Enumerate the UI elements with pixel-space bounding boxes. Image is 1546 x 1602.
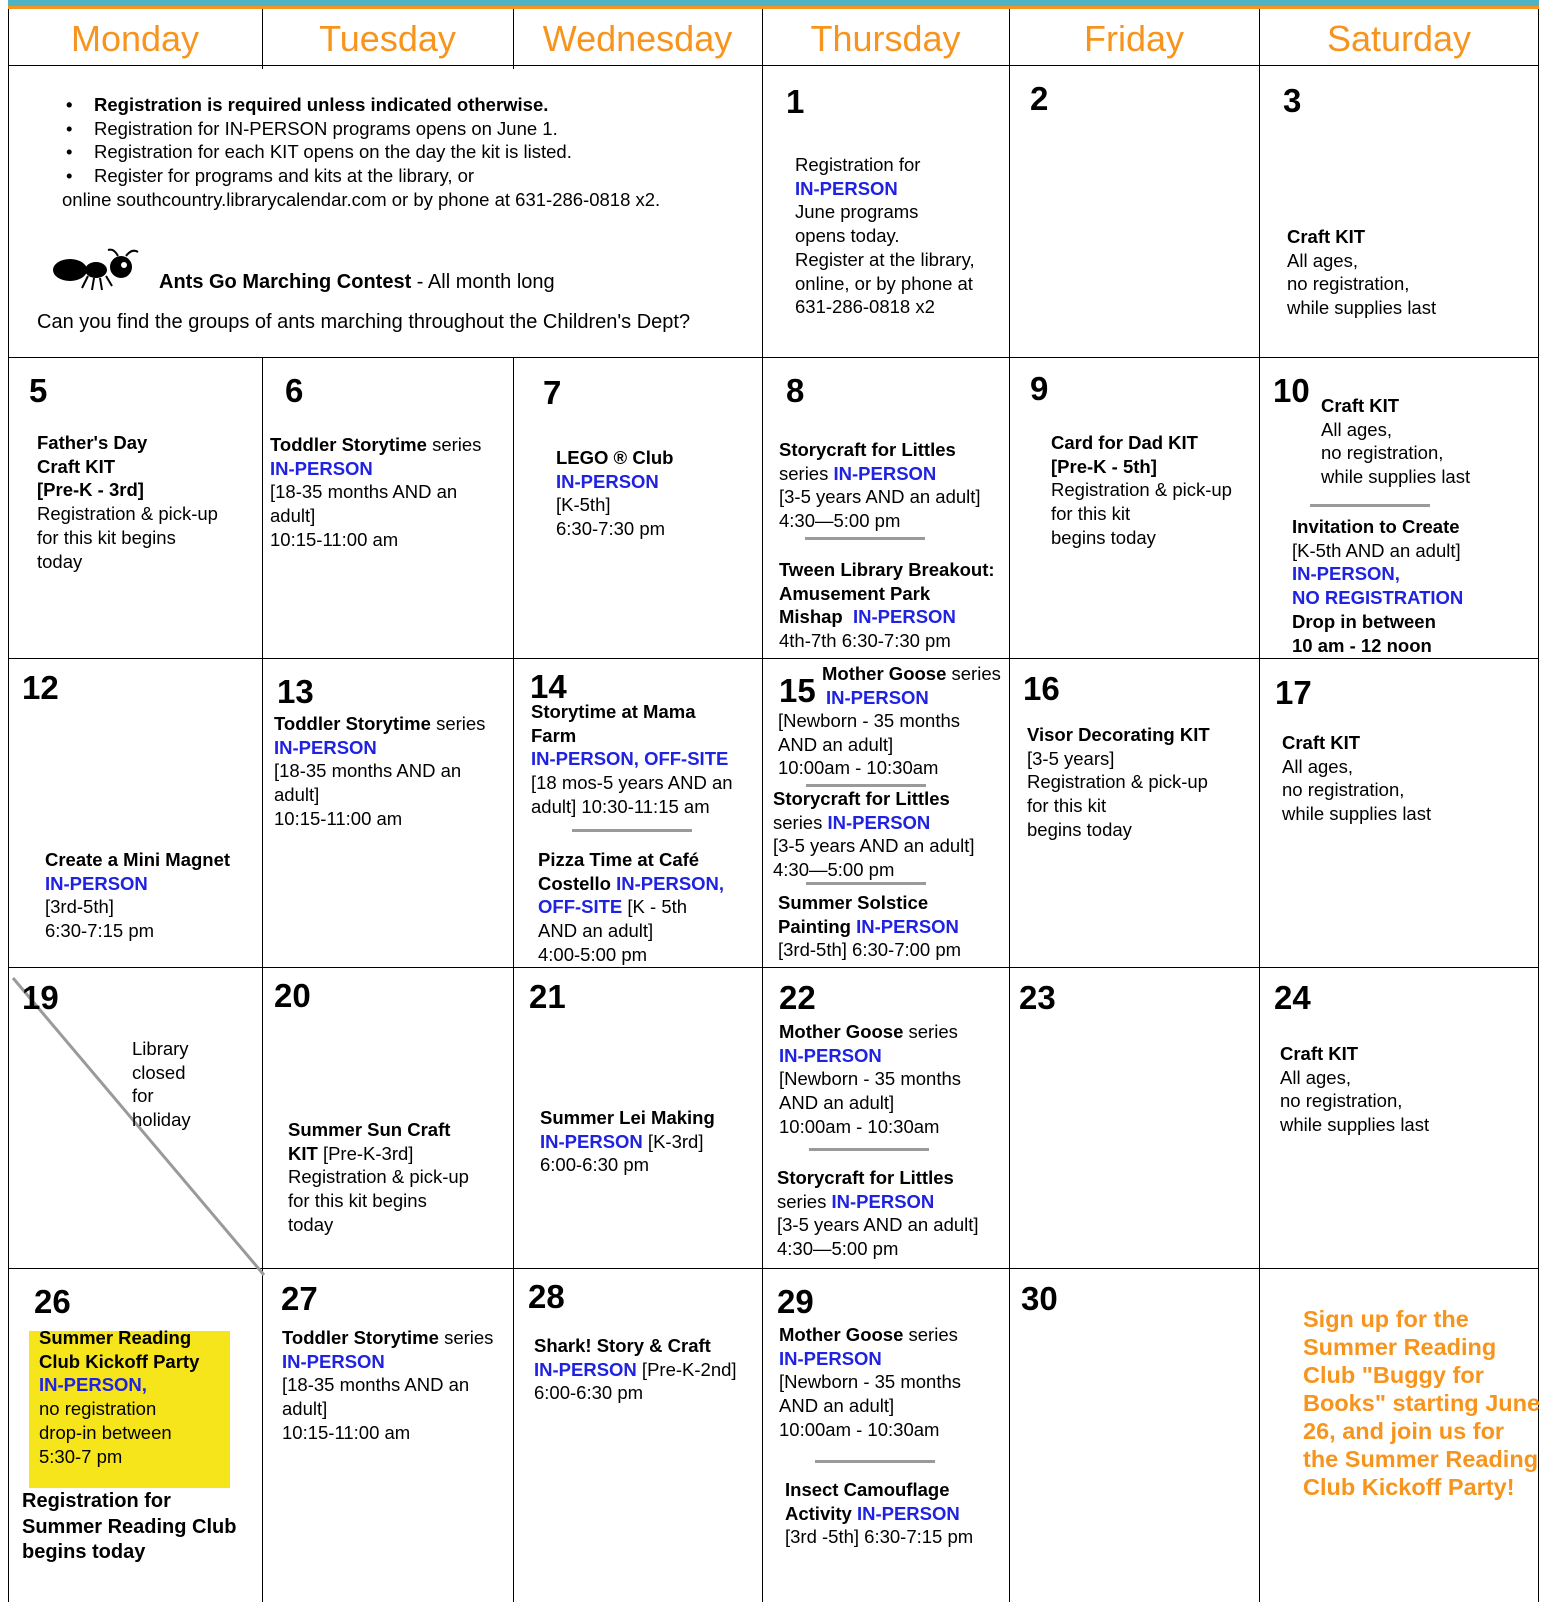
event-separator — [815, 1460, 935, 1463]
date-7: 7 — [543, 374, 562, 411]
date-22: 22 — [779, 979, 816, 1016]
note-item: • Register for programs and kits at the library, or — [62, 164, 660, 188]
date-26: 26 — [34, 1283, 71, 1320]
event-line: for this kit — [1027, 795, 1107, 817]
summer-reading-promo: Sign up for the Summer Reading Club "Buggy for Books" starting June 26, and join us for the Summer Reading Club Kickoff Party! — [1303, 1306, 1541, 1500]
in-person-label: IN-PERSON — [45, 872, 148, 894]
in-person-label: IN-PERSON — [833, 462, 937, 484]
note-item-continued: online southcountry.librarycalendar.com or by phone at 631-286-0818 x2. — [62, 188, 661, 210]
event-line: Drop in between — [1292, 610, 1436, 632]
event-line: Registration & pick-up — [288, 1166, 469, 1188]
event-title: Toddler Storytime — [282, 1327, 439, 1348]
date-30: 30 — [1021, 1280, 1058, 1317]
grid-line — [1259, 9, 1260, 1602]
event-line: while supplies last — [1280, 1114, 1430, 1136]
event-line: June programs — [795, 201, 919, 223]
event-line: series — [773, 811, 828, 833]
grid-line — [513, 357, 514, 1602]
grid-line — [8, 357, 1539, 358]
event-line: begins today — [1051, 526, 1156, 548]
event-thu-8-b — [779, 558, 995, 653]
event-mon-5 — [37, 431, 218, 573]
event-line: 10 am - 12 noon — [1292, 634, 1432, 656]
header-saturday: Saturday — [1326, 17, 1472, 59]
event-line: no registration, — [1280, 1090, 1403, 1112]
event-line: series — [779, 462, 834, 484]
event-line: [3rd -5th] 6:30-7:15 pm — [785, 1526, 974, 1548]
event-tue-13 — [274, 712, 485, 831]
date-23: 23 — [1019, 979, 1056, 1016]
event-title: LEGO ® Club — [556, 447, 674, 468]
event-title: Shark! Story & Craft — [534, 1335, 711, 1356]
event-line: 10:00am - 10:30am — [778, 757, 939, 779]
event-tue-27 — [282, 1326, 493, 1445]
event-ages: [Pre-K - 5th] — [1051, 455, 1157, 477]
event-line: 10:15-11:00 am — [274, 807, 403, 829]
event-line: All ages, — [1282, 755, 1353, 777]
event-thu-15-c — [778, 891, 961, 962]
off-site-label: OFF-SITE — [538, 896, 623, 918]
event-line: adult] — [274, 784, 320, 806]
in-person-label: IN-PERSON, — [616, 872, 725, 894]
event-line: no registration, — [1321, 442, 1444, 464]
event-line: begins today — [1027, 818, 1132, 840]
event-line: no registration — [39, 1398, 157, 1420]
contest-line — [159, 271, 555, 295]
event-line: holiday — [132, 1109, 191, 1131]
in-person-label: IN-PERSON, — [39, 1374, 147, 1396]
event-line: [3rd-5th] 6:30-7:00 pm — [778, 939, 962, 961]
event-title: Summer Solstice — [778, 892, 929, 913]
event-title: Visor Decorating KIT — [1027, 724, 1210, 745]
event-title: Toddler Storytime — [270, 434, 427, 455]
event-line: 6:00-6:30 pm — [534, 1382, 644, 1404]
event-thu-22-a — [779, 1020, 961, 1139]
event-line: series — [946, 663, 1001, 684]
event-line: 10:15-11:00 am — [270, 528, 399, 550]
event-mon-26-kickoff — [39, 1326, 199, 1468]
event-line: series — [438, 1327, 494, 1348]
event-line: [18 mos-5 years AND an — [531, 772, 733, 794]
event-line: while supplies last — [1321, 466, 1471, 488]
event-separator — [805, 537, 925, 540]
event-line: 4:00-5:00 pm — [538, 943, 648, 965]
event-line: [K - 5th — [622, 896, 688, 918]
event-line: AND an adult] — [778, 733, 894, 755]
event-wed-14-b — [538, 848, 724, 967]
date-2: 2 — [1030, 80, 1049, 117]
date-29: 29 — [777, 1283, 814, 1320]
event-title: Storycraft for Littles — [773, 788, 950, 809]
event-wed-14-a — [531, 700, 733, 819]
event-line: today — [37, 550, 83, 572]
event-line: no registration, — [1282, 779, 1405, 801]
in-person-label: IN-PERSON — [831, 1190, 935, 1212]
in-person-label: IN-PERSON — [274, 736, 377, 758]
event-line: adult] — [270, 505, 316, 527]
event-title: Mishap — [779, 606, 843, 628]
event-title: Pizza Time at Café — [538, 849, 700, 870]
event-line: 4:30—5:00 pm — [777, 1238, 899, 1260]
in-person-label: IN-PERSON — [827, 811, 931, 833]
event-line: no registration, — [1287, 273, 1410, 295]
event-title: Registration for — [22, 1490, 171, 1512]
event-line: Registration for — [795, 154, 921, 175]
event-line: [Pre-K-2nd] — [636, 1358, 737, 1380]
date-9: 9 — [1030, 370, 1049, 407]
event-line: series — [430, 713, 486, 734]
event-line: 4th-7th 6:30-7:30 pm — [779, 630, 951, 652]
event-title: Card for Dad KIT — [1051, 432, 1198, 453]
event-line: closed — [132, 1061, 186, 1083]
event-line: [K-5th AND an adult] — [1292, 539, 1461, 561]
event-title: Craft KIT — [1280, 1043, 1359, 1064]
event-title: Father's Day — [37, 432, 148, 453]
header-monday: Monday — [70, 17, 200, 59]
event-line: AND an adult] — [779, 1395, 895, 1417]
event-line: for this kit begins — [288, 1190, 427, 1212]
note-item: • Registration for IN-PERSON programs opens on June 1. — [62, 117, 660, 141]
event-thu-29-a — [779, 1323, 961, 1442]
ant-icon — [52, 248, 140, 294]
in-person-label: IN-PERSON — [270, 457, 373, 479]
event-title: Mother Goose — [822, 663, 947, 684]
header-friday: Friday — [1083, 17, 1185, 59]
event-title: Craft KIT — [1282, 732, 1361, 753]
contest-title: Ants Go Marching Contest — [159, 271, 412, 293]
event-line: adult] — [282, 1398, 328, 1420]
event-title: begins today — [22, 1541, 146, 1563]
event-line: [18-35 months AND an — [274, 760, 462, 782]
date-20: 20 — [274, 977, 311, 1014]
event-title: Insect Camouflage — [785, 1479, 950, 1500]
in-person-label: IN-PERSON — [853, 606, 956, 628]
in-person-label: IN-PERSON — [779, 1044, 882, 1066]
event-line: 4:30—5:00 pm — [779, 510, 901, 532]
event-line: today — [288, 1213, 334, 1235]
event-title: Craft KIT — [37, 455, 116, 477]
event-line: AND an adult] — [538, 920, 654, 942]
date-12: 12 — [22, 669, 59, 706]
grid-line — [8, 967, 1539, 968]
event-title: Toddler Storytime — [274, 713, 431, 734]
event-line: 6:30-7:30 pm — [556, 518, 666, 540]
event-line: 4:30—5:00 pm — [773, 859, 895, 881]
event-line: 6:30-7:15 pm — [45, 920, 155, 942]
event-line: Register at the library, — [795, 248, 975, 270]
no-registration-label: NO REGISTRATION — [1292, 587, 1464, 609]
in-person-label: IN-PERSON — [540, 1130, 643, 1152]
event-line: [Newborn - 35 months — [779, 1371, 962, 1393]
event-title: Tween Library Breakout: — [779, 559, 995, 580]
event-title: KIT — [288, 1142, 318, 1164]
event-line: All ages, — [1287, 249, 1358, 271]
event-title: Summer Lei Making — [540, 1107, 715, 1128]
event-line: series — [903, 1324, 958, 1345]
in-person-label: IN-PERSON — [556, 470, 659, 492]
in-person-label: IN-PERSON — [779, 1347, 882, 1369]
event-line: 10:00am - 10:30am — [779, 1115, 940, 1137]
event-line: [18-35 months AND an — [270, 481, 458, 503]
date-10: 10 — [1273, 372, 1310, 409]
event-title: Amusement Park — [779, 582, 931, 604]
event-line: 5:30-7 pm — [39, 1445, 123, 1467]
header-wednesday: Wednesday — [542, 17, 733, 59]
event-line: for this kit — [1051, 503, 1131, 525]
event-wed-28 — [534, 1334, 737, 1405]
event-thu-15-a — [778, 709, 960, 780]
event-title: Summer Reading Club — [22, 1515, 237, 1538]
event-line: [3-5 years AND an adult] — [777, 1214, 979, 1236]
event-sat-10-a — [1321, 394, 1470, 489]
event-title: Club Kickoff Party — [39, 1350, 200, 1372]
event-line: [Newborn - 35 months — [779, 1068, 962, 1090]
date-28: 28 — [528, 1278, 565, 1315]
event-line: All ages, — [1321, 418, 1392, 440]
grid-line — [8, 658, 1539, 659]
header-tuesday: Tuesday — [319, 17, 456, 59]
event-line: series — [426, 434, 482, 455]
event-thu-1 — [795, 153, 975, 319]
event-sat-24 — [1280, 1042, 1429, 1137]
event-title: Summer Reading — [39, 1327, 192, 1348]
event-title: Invitation to Create — [1292, 516, 1460, 537]
date-6: 6 — [285, 372, 304, 409]
event-title: Painting — [778, 915, 851, 937]
in-person-label: IN-PERSON, OFF-SITE — [531, 748, 729, 770]
event-fri-9 — [1051, 431, 1232, 550]
event-line: [K-3rd] — [642, 1130, 704, 1152]
event-line: for this kit begins — [37, 526, 176, 548]
event-line: Registration & pick-up — [1027, 771, 1208, 793]
event-line: 631-286-0818 x2 — [795, 296, 935, 318]
event-title: Craft KIT — [1287, 226, 1366, 247]
date-15: 15 — [779, 672, 816, 709]
in-person-label: IN-PERSON — [795, 177, 898, 199]
note-item: • Registration for each KIT opens on the day the kit is listed. — [62, 140, 660, 164]
event-mon-12 — [45, 848, 230, 943]
event-title: Costello — [538, 872, 611, 894]
date-8: 8 — [786, 372, 805, 409]
event-line: drop-in between — [39, 1421, 172, 1443]
note-item: • Registration is required unless indicated otherwise. — [62, 93, 660, 117]
event-sat-3 — [1287, 225, 1436, 320]
date-14: 14 — [530, 668, 567, 705]
date-27: 27 — [281, 1280, 318, 1317]
event-wed-21 — [540, 1106, 715, 1177]
event-line: AND an adult] — [779, 1092, 895, 1114]
event-line: [18-35 months AND an — [282, 1374, 470, 1396]
event-tue-6 — [270, 433, 481, 552]
date-13: 13 — [277, 673, 314, 710]
header-thursday: Thursday — [810, 17, 961, 59]
event-tue-20 — [288, 1118, 469, 1237]
event-line: [K-5th] — [556, 494, 611, 516]
grid-line — [762, 9, 763, 1602]
event-mon-19 — [132, 1037, 191, 1132]
event-line: Library — [132, 1038, 189, 1059]
event-line: 6:00-6:30 pm — [540, 1154, 650, 1176]
event-title: Storytime at Mama — [531, 701, 696, 722]
event-line: series — [777, 1190, 832, 1212]
event-line: opens today. — [795, 225, 900, 247]
date-1: 1 — [786, 83, 805, 120]
event-separator — [806, 882, 926, 885]
event-separator — [572, 829, 692, 832]
event-line: 10:00am - 10:30am — [779, 1418, 940, 1440]
event-title: Farm — [531, 724, 577, 746]
in-person-label: IN-PERSON — [856, 1502, 960, 1524]
event-thu-15-b — [773, 787, 975, 882]
event-line: Registration & pick-up — [1051, 479, 1232, 501]
event-title: Storycraft for Littles — [777, 1167, 954, 1188]
event-title: Mother Goose — [779, 1324, 904, 1345]
event-line: [3-5 years] — [1027, 747, 1115, 769]
in-person-label: IN-PERSON — [856, 915, 959, 937]
event-thu-22-b — [777, 1166, 979, 1261]
event-line: Registration & pick-up — [37, 503, 218, 525]
event-separator — [809, 1148, 929, 1151]
in-person-label: IN-PERSON — [534, 1358, 637, 1380]
event-mon-26-registration — [22, 1489, 236, 1566]
contest-duration: - All month long — [411, 271, 555, 293]
event-line: [3rd-5th] — [45, 896, 114, 918]
event-line: adult] 10:30-11:15 am — [531, 795, 710, 817]
event-line: while supplies last — [1282, 803, 1432, 825]
registration-notes — [62, 93, 660, 212]
event-sat-10-b — [1292, 515, 1463, 657]
event-ages: [Pre-K - 3rd] — [37, 479, 144, 501]
in-person-label: IN-PERSON, — [1292, 563, 1400, 585]
event-line: [3-5 years AND an adult] — [779, 486, 981, 508]
event-title: Storycraft for Littles — [779, 439, 956, 460]
event-thu-29-b — [785, 1478, 973, 1549]
event-line: [Newborn - 35 months — [778, 710, 961, 731]
in-person-label: IN-PERSON — [282, 1350, 385, 1372]
event-wed-7 — [556, 446, 673, 541]
date-3: 3 — [1283, 82, 1302, 119]
date-16: 16 — [1023, 670, 1060, 707]
event-thu-15-a-head — [822, 662, 1001, 709]
contest-question: Can you find the groups of ants marching throughout the Children's Dept? — [37, 311, 691, 333]
event-line: while supplies last — [1287, 297, 1437, 319]
date-19: 19 — [22, 979, 59, 1016]
date-24: 24 — [1274, 979, 1311, 1016]
grid-line — [1009, 9, 1010, 1602]
event-title: Create a Mini Magnet — [45, 849, 231, 870]
event-sat-17 — [1282, 731, 1431, 826]
event-separator — [1310, 504, 1430, 507]
event-line: for — [132, 1085, 154, 1107]
event-thu-8-a — [779, 438, 981, 533]
event-line: All ages, — [1280, 1066, 1351, 1088]
top-decorative-band — [8, 0, 1539, 9]
event-line: [Pre-K-3rd] — [317, 1142, 414, 1164]
in-person-label: IN-PERSON — [826, 686, 929, 708]
date-5: 5 — [29, 372, 48, 409]
event-line: [3-5 years AND an adult] — [773, 835, 975, 857]
date-17: 17 — [1275, 674, 1312, 711]
event-line: series — [903, 1021, 958, 1042]
event-fri-16 — [1027, 723, 1210, 842]
event-title: Craft KIT — [1321, 395, 1400, 416]
event-line: 10:15-11:00 am — [282, 1421, 411, 1443]
date-21: 21 — [529, 978, 566, 1015]
event-title: Mother Goose — [779, 1021, 904, 1042]
event-line: online, or by phone at — [795, 272, 973, 294]
event-title: Summer Sun Craft — [288, 1119, 451, 1140]
event-title: Activity — [785, 1502, 852, 1524]
